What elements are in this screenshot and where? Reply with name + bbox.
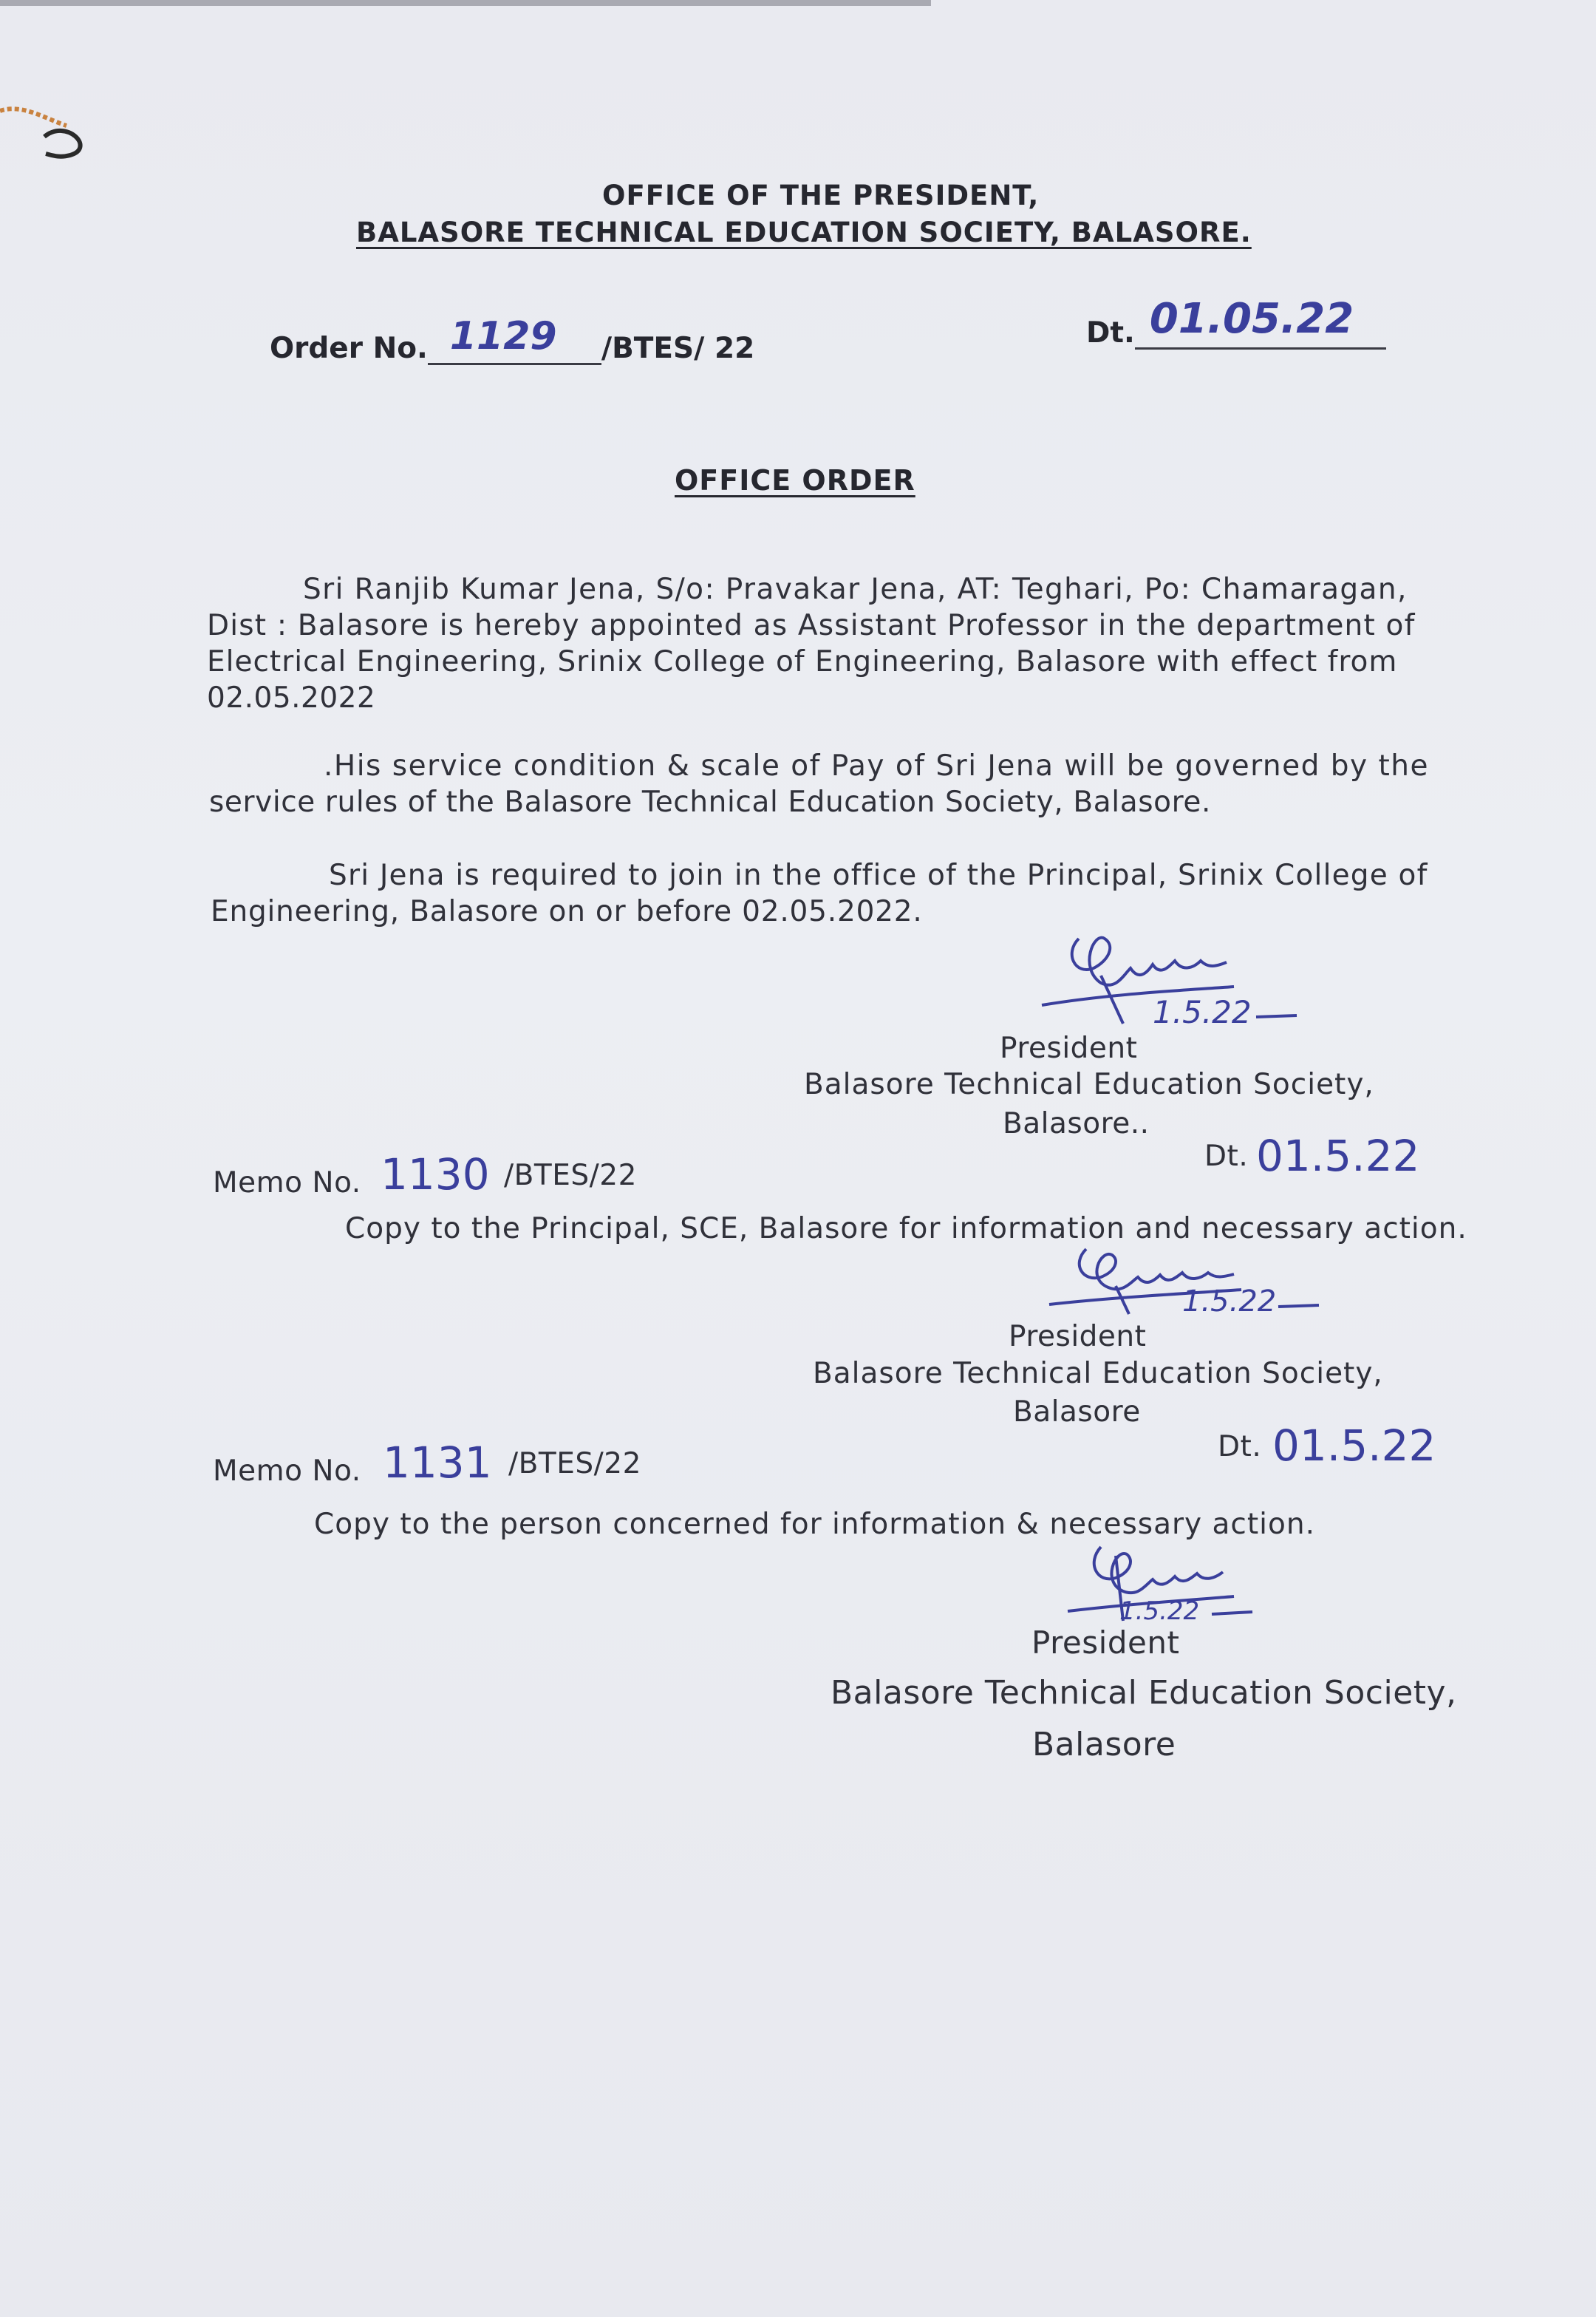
order-number-suffix: /BTES/ 22 — [601, 332, 755, 365]
header-line-2: BALASORE TECHNICAL EDUCATION SOCIETY, BALASORE. — [356, 217, 1252, 248]
memo-1-date-label: Dt. — [1204, 1140, 1249, 1173]
paragraph-line: Engineering, Balasore on or before 02.05.2022. — [211, 895, 923, 928]
paragraph-line: Dist : Balasore is hereby appointed as Assistant Professor in the department of — [207, 609, 1416, 642]
memo-2-text: Copy to the person concerned for information & necessary action. — [314, 1508, 1315, 1541]
paragraph-service-condition — [209, 748, 1498, 820]
memo-1-date: 01.5.22 — [1256, 1131, 1420, 1181]
order-number-handwritten: 1129 — [449, 314, 557, 358]
signature-3-place: Balasore — [1032, 1726, 1176, 1763]
memo-1-suffix: /BTES/22 — [504, 1159, 637, 1192]
paper-top-edge — [0, 0, 931, 6]
paragraph-line: Sri Ranjib Kumar Jena, S/o: Pravakar Jena, AT: Teghari, Po: Chamaragan, — [303, 573, 1408, 606]
order-date-label: Dt. — [1086, 316, 1135, 350]
signature-2-place: Balasore — [1013, 1395, 1141, 1429]
signature-3-date: 1.5.22 — [1119, 1596, 1200, 1626]
paragraph-joining — [211, 857, 1511, 930]
signature-1-date-stroke — [1256, 1013, 1300, 1020]
paragraph-line: Electrical Engineering, Srinix College of Engineering, Balasore with effect from — [207, 645, 1398, 678]
paragraph-line: .His service condition & scale of Pay of Sri Jena will be governed by the — [324, 749, 1430, 783]
tag-string-icon — [0, 96, 89, 163]
header-line-1: OFFICE OF THE PRESIDENT, — [602, 180, 1040, 211]
order-date-row — [1086, 295, 1386, 350]
paragraph-line: service rules of the Balasore Technical Education Society, Balasore. — [209, 786, 1211, 819]
order-number-blank — [428, 314, 601, 365]
order-date-blank — [1135, 295, 1386, 350]
paragraph-appointment — [207, 571, 1496, 716]
signature-1-org: Balasore Technical Education Society, — [804, 1068, 1374, 1101]
signature-3-org: Balasore Technical Education Society, — [831, 1674, 1457, 1712]
memo-1-text: Copy to the Principal, SCE, Balasore for information and necessary action. — [345, 1212, 1467, 1245]
signature-1-title: President — [1000, 1032, 1138, 1065]
paragraph-line: 02.05.2022 — [207, 681, 376, 715]
memo-2-date: 01.5.22 — [1272, 1421, 1436, 1471]
memo-1-label: Memo No. — [213, 1166, 361, 1200]
signature-3-date-stroke — [1212, 1610, 1256, 1617]
signature-2-date: 1.5.22 — [1182, 1285, 1277, 1319]
signature-1-place: Balasore.. — [1003, 1107, 1150, 1140]
memo-2-number: 1131 — [383, 1438, 492, 1488]
signature-3-title: President — [1031, 1624, 1180, 1661]
order-number-row — [270, 314, 755, 365]
paragraph-line: Sri Jena is required to join in the office of the Principal, Srinix College of — [329, 859, 1428, 892]
signature-2-title: President — [1009, 1320, 1147, 1353]
signature-2-org: Balasore Technical Education Society, — [813, 1357, 1383, 1390]
order-number-label: Order No. — [270, 332, 428, 365]
signature-1-date: 1.5.22 — [1153, 994, 1252, 1030]
memo-2-suffix: /BTES/22 — [508, 1447, 641, 1480]
memo-2-date-label: Dt. — [1218, 1430, 1262, 1463]
order-date-handwritten: 01.05.22 — [1149, 295, 1354, 343]
signature-2-date-stroke — [1278, 1302, 1323, 1310]
memo-2-label: Memo No. — [213, 1454, 361, 1488]
office-order-title: OFFICE ORDER — [675, 464, 915, 497]
memo-1-number: 1130 — [381, 1149, 490, 1200]
